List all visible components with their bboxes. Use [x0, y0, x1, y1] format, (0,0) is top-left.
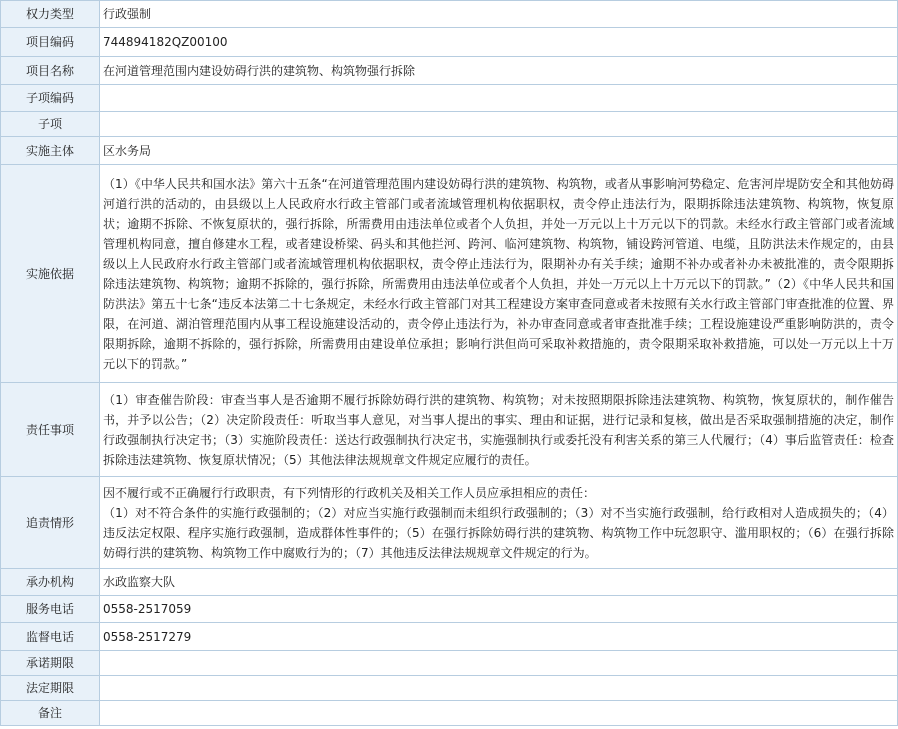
row-label: 责任事项 — [1, 383, 100, 477]
row-legal-basis — [1, 165, 898, 383]
row-value — [100, 676, 898, 701]
row-label: 服务电话 — [1, 596, 100, 623]
row-statutory-period — [1, 676, 898, 701]
row-value: 行政强制 — [100, 1, 898, 28]
row-label: 监督电话 — [1, 623, 100, 651]
row-label: 子项 — [1, 112, 100, 137]
row-value — [100, 477, 898, 569]
row-value: 区水务局 — [100, 137, 898, 165]
row-value: （1）《中华人民共和国水法》第六十五条“在河道管理范围内建设妨碍行洪的建筑物、构筑物，或者从事影响河势稳定、危害河岸堤防安全和其他妨碍河道行洪的活动的，由县级以上人民政府水行政主管部门或者流域管理机构依据职权，责令停止违法行为，限期拆除违法建筑物、构筑物，恢复原状；逾期不拆除、不恢复原状的，强行拆除，所需费用由违法单位或者个人负担，并处一万元以上十万元以下的罚款。未经水行政主管部门或者流域管理机构同意，擅自修建水工程，或者建设桥梁、码头和其他拦河、跨河、临河建筑物、构筑物，铺设跨河管道、电缆，且防洪法未作规定的，由县级以上人民政府水行政主管部门或者流域管理机构依据职权，责令停止违法行为，限期补办有关手续；逾期不补办或者补办未被批准的，责令限期拆除违法建筑物、构筑物；逾期不拆除的，强行拆除，所需费用由违法单位或者个人负担，并处一万元以上十万元以下的罚款。”（2）《中华人民共和国防洪法》第五十七条“违反本法第二十七条规定，未经水行政主管部门对其工程建设方案审查同意或者未按照有关水行政主管部门审查批准的位置、界限，在河道、湖泊管理范围内从事工程设施建设活动的，责令停止违法行为，补办审查同意或者审查批准手续；工程设施建设严重影响防洪的，责令限期拆除，逾期不拆除的，强行拆除，所需费用由建设单位承担；影响行洪但尚可采取补救措施的，责令限期采取补救措施，可以处一万元以上十万元以下的罚款。” — [100, 165, 898, 383]
row-item-name — [1, 57, 898, 85]
accountability-intro: 因不履行或不正确履行行政职责，有下列情形的行政机关及相关工作人员应承担相应的责任： — [103, 485, 596, 500]
row-value: 744894182QZ00100 — [100, 28, 898, 57]
row-label: 承办机构 — [1, 569, 100, 596]
row-value: 在河道管理范围内建设妨碍行洪的建筑物、构筑物强行拆除 — [100, 57, 898, 85]
row-label: 实施主体 — [1, 137, 100, 165]
row-handling-agency — [1, 569, 898, 596]
row-remarks — [1, 701, 898, 726]
row-value: （1）审查催告阶段：审查当事人是否逾期不履行拆除妨碍行洪的建筑物、构筑物；对未按照期限拆除违法建筑物、构筑物，恢复原状的，制作催告书，并予以公告；（2）决定阶段责任：听取当事人意见，对当事人提出的事实、理由和证据，进行记录和复核，做出是否采取强制措施的决定，制作行政强制执行决定书；（3）实施阶段责任：送达行政强制执行决定书，实施强制执行或委托没有利害关系的第三人代履行；（4）事后监管责任：检查拆除违法建筑物、恢复原状情况；（5）其他法律法规规章文件规定应履行的责任。 — [100, 383, 898, 477]
row-sub-item-code — [1, 85, 898, 112]
row-label: 权力类型 — [1, 1, 100, 28]
row-value: 0558-2517279 — [100, 623, 898, 651]
row-promised-period — [1, 651, 898, 676]
row-item-code — [1, 28, 898, 57]
row-value: 0558-2517059 — [100, 596, 898, 623]
row-label: 追责情形 — [1, 477, 100, 569]
row-value: 水政监察大队 — [100, 569, 898, 596]
row-label: 实施依据 — [1, 165, 100, 383]
row-sub-item — [1, 112, 898, 137]
accountability-cases: （1）对不符合条件的实施行政强制的；（2）对应当实施行政强制而未组织行政强制的；（3）对不当实施行政强制，给行政相对人造成损失的；（4）违反法定权限、程序实施行政强制，造成群体性事件的；（5）在强行拆除妨碍行洪的建筑物、构筑物工作中玩忽职守、滥用职权的；（6）在强行拆除妨碍行洪的建筑物、构筑物工作中腐败行为的；（7）其他违反法律法规规章文件规定的行为。 — [103, 505, 894, 560]
row-label: 法定期限 — [1, 676, 100, 701]
row-value — [100, 85, 898, 112]
row-implementing-body — [1, 137, 898, 165]
row-value — [100, 112, 898, 137]
row-label: 备注 — [1, 701, 100, 726]
row-accountability — [1, 477, 898, 569]
row-label: 项目名称 — [1, 57, 100, 85]
row-service-phone — [1, 596, 898, 623]
row-responsibilities — [1, 383, 898, 477]
row-value — [100, 701, 898, 726]
row-label: 子项编码 — [1, 85, 100, 112]
row-label: 项目编码 — [1, 28, 100, 57]
row-supervision-phone — [1, 623, 898, 651]
row-label: 承诺期限 — [1, 651, 100, 676]
row-value — [100, 651, 898, 676]
row-power-type — [1, 1, 898, 28]
